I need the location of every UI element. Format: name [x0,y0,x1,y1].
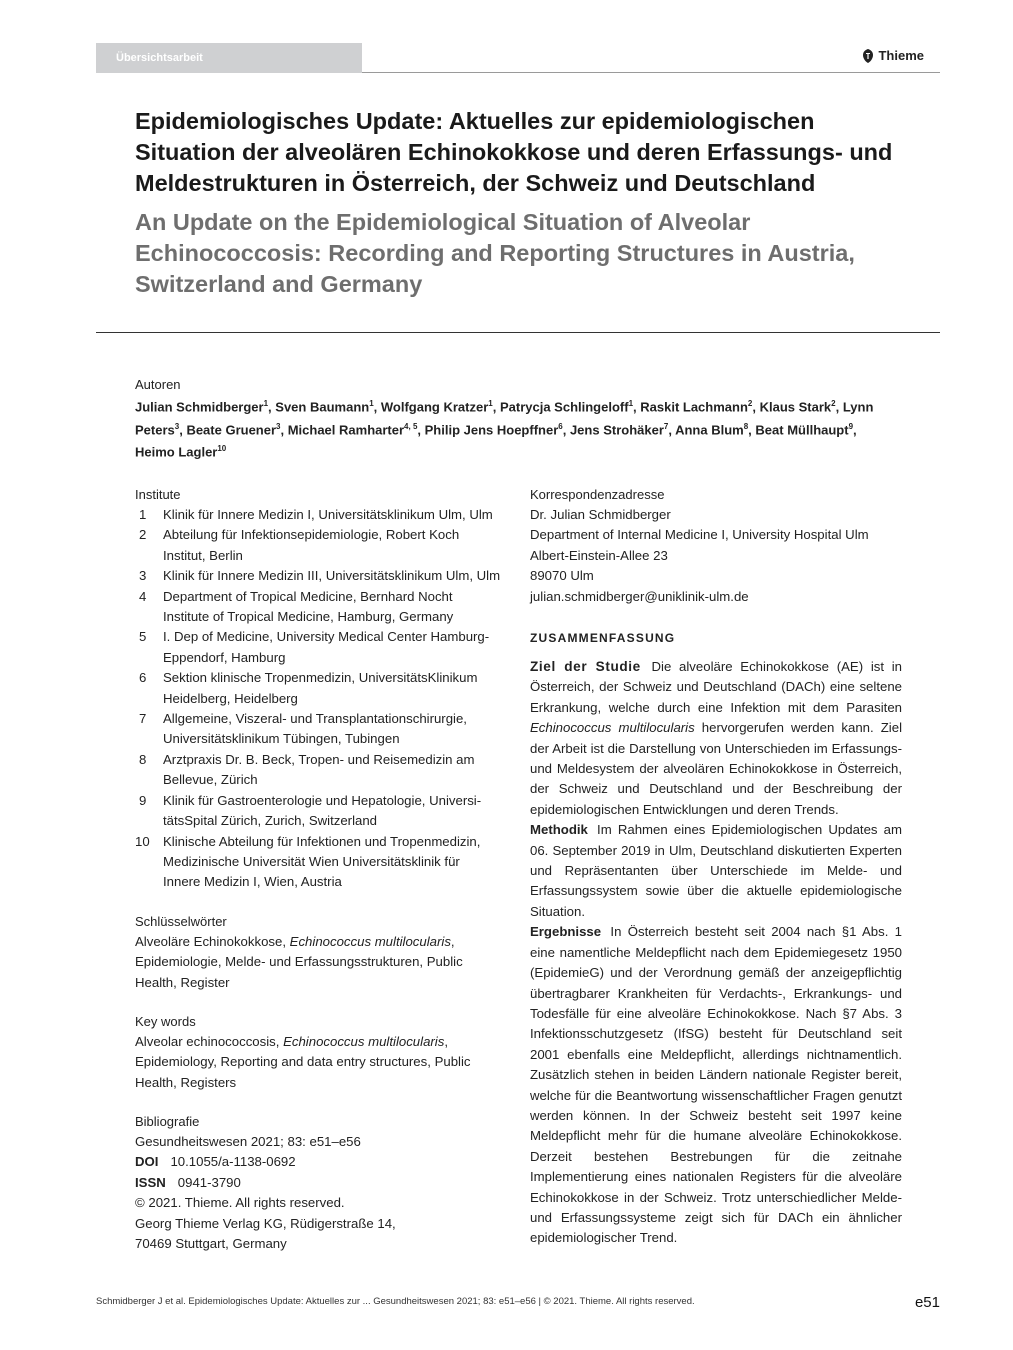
institute-item [135,832,505,893]
author-name: Raskit Lachmann [640,399,748,415]
author-separator: , [752,399,760,415]
institute-line: Medizinische Universität Wien Universitätsklinik für [163,853,460,869]
methods-subheading: Methodik [530,822,588,838]
correspondent-city: 89070 Ulm [530,568,594,584]
institute-number: 5 [139,629,147,645]
institutes-label: Institute [135,487,181,502]
article-title-english: An Update on the Epidemiological Situation of Alveolar Echinococcosis: Recording and Reporting Structures in Austria, Switzerland and Germany [135,209,855,297]
institute-number: 3 [139,568,147,584]
thieme-logo-icon [862,49,874,63]
keywords-german: Alveoläre Echinokokkose, Echinococcus multilocularis, Epidemiologie, Melde- und Erfassungsstrukturen, Public Health, Register [135,934,463,990]
aim-subheading: Ziel der Studie [530,659,641,674]
publisher-logo [862,48,924,63]
author-name: Anna Blum [675,421,744,437]
bibliography [135,1132,505,1254]
institute-line: I. Dep of Medicine, University Medical Center Hamburg- [163,629,490,645]
institute-item [135,709,505,750]
header-divider [362,72,940,73]
author-affiliation: 3 [174,421,180,431]
author-affiliation: 6 [558,421,563,431]
journal-citation: Gesundheitswesen 2021; 83: e51–e56 [135,1134,361,1149]
abstract-body: Ziel der Studie Die alveoläre Echinokokkose (AE) ist in Österreich, der Schweiz und Deutschland (DACh) eine seltene Erkrankung, welche durch eine Infektion mit dem Parasiten Echinococcus multilocularis hervorgerufen werden kann. Ziel der Arbeit ist die Darstellung von Unterschieden im Erfassungs- und Meldesystem der alveolären Echinokokkose in Österreich, der Schweiz und Deutschland und der Beschreibung der epidemiologischen Entwicklungen und deren Trends. Methodik Im Rahmen eines Epidemiologischen Updates am 06. September 2019 in Ulm, Deutschland diskutierten Experten und Repräsentanten über Unterschiede im Melde- und Erfassungssystem sowie über die aktuelle epidemiologische Situation. Ergebnisse In Österreich besteht seit 2004 nach §1 Abs. 1 eine namentliche Meldepflicht nach dem Epidemiegesetz 1950 (EpidemieG) und der Verordnung gemäß der anzeigepflichtig übertragbarer Krankheiten für Verdachts-, Erkrankungs- und Todesfälle für eine alveoläre Echinokokkose. Nach §7 Abs. 3 Infektionsschutzgesetz (IfSG) besteht für Deutschland seit 2001 ebenfalls eine Meldepflicht, allerdings nichtnamentlich. Zusätzlich stehen in beiden Ländern nationale Register bereit, welche für die Beantwortung wissenschaftlicher Fragen genutzt werden können. In der Schweiz besteht seit 1997 keine Meldepflicht mehr für die humane alveoläre Echinokokkose. Derzeit bestehen Bestrebungen für die zeitnahe Implementierung eines nationalen Registers für die alveoläre Echinokokkose in der Schweiz. Trotz unterschiedlicher Melde- und Erfassungssysteme zeigt sich für DACh ein ähnlicher epidemiologischer Trend. [530,659,903,1246]
institute-line: Klinik für Innere Medizin III, Universitätsklinikum Ulm, Ulm [163,568,501,584]
title-divider [96,332,940,333]
page-number: e51 [914,1294,940,1311]
institute-line: Bellevue, Zürich [163,772,258,788]
institute-line: Klinische Abteilung für Infektionen und Tropenmedizin, [163,833,481,849]
author-affiliation: 2 [831,399,836,408]
authors-label: Autoren [135,377,181,392]
author-name: Heimo Lagler [135,444,218,460]
abstract-heading: ZUSAMMENFASSUNG [530,631,676,645]
keywords-english-label: Key words [135,1014,196,1029]
author-affiliation: 4, 5 [404,421,418,431]
doi-line[interactable]: DOI 10.1055/a-1138-0692 [135,1154,296,1170]
institute-line: Institut, Berlin [163,547,243,563]
institute-item [135,505,505,525]
institute-number: 8 [139,751,147,767]
author-affiliation: 1 [369,399,374,408]
author-name: Julian Schmidberger [135,399,264,415]
footer-citation: Schmidberger J et al. Epidemiologisches Update: Aktuelles zur ... Gesundheitswesen 2021; 83: e51–e56 | © 2021. Thieme. All rights reserved. [96,1296,695,1307]
institute-line: Universitätsklinikum Tübingen, Tubingen [163,731,400,747]
correspondent-street: Albert-Einstein-Allee 23 [530,547,668,563]
author-name: Philip Jens Hoepffner [424,421,559,437]
correspondence-label: Korrespondenzadresse [530,487,665,502]
institute-number: 4 [139,588,147,604]
institute-line: Institute of Tropical Medicine, Hamburg, Germany [163,609,454,625]
author-separator: , [373,399,381,415]
author-separator: , [835,399,843,415]
author-list [135,394,895,462]
keyword-species-italic: Echinococcus multilocularis [289,934,451,949]
results-subheading: Ergebnisse [530,924,602,940]
correspondent-department: Department of Internal Medicine I, University Hospital Ulm [530,527,869,543]
institute-number: 10 [135,833,150,849]
author-name: Beat Müllhaupt [755,421,849,437]
author-name: Sven Baumann [275,399,370,415]
copyright-line: © 2021. Thieme. All rights reserved. [135,1195,345,1211]
institute-item [135,668,505,709]
keywords-german-label: Schlüsselwörter [135,914,227,929]
author-separator: , [633,399,641,415]
author-name: Patrycja Schlingeloff [499,399,629,415]
institute-item [135,566,505,586]
institute-number: 1 [139,507,147,522]
author-separator: , [268,399,276,415]
institute-item [135,525,505,566]
author-separator: , [562,421,570,437]
author-affiliation: 8 [743,421,749,431]
author-affiliation: 1 [263,399,269,408]
author-affiliation: 1 [488,399,493,408]
publisher-city: 70469 Stuttgart, Germany [135,1236,287,1252]
author-affiliation: 10 [217,444,227,454]
bibliography-label: Bibliografie [135,1114,200,1129]
institute-line: Klinik für Innere Medizin I, Universitätsklinikum Ulm, Ulm [163,507,493,522]
institute-number: 7 [139,711,147,727]
author-affiliation: 3 [276,421,281,431]
author-affiliation: 7 [663,421,669,431]
keywords-english: Alveolar echinococcosis, Echinococcus multilocularis, Epidemiology, Reporting and data entry structures, Public Health, Registers [135,1034,471,1090]
author-affiliation: 1 [628,399,634,408]
institute-item [135,587,505,628]
institute-line: Heidelberg, Heidelberg [163,690,298,706]
institute-line: Eppendorf, Hamburg [163,649,286,665]
institute-line: Abteilung für Infektionsepidemiologie, Robert Koch [163,527,460,543]
section-label: Übersichtsarbeit [96,43,362,73]
institute-line: Innere Medizin I, Wien, Austria [163,874,342,890]
institutes-list [135,505,505,893]
institute-number: 6 [139,670,147,686]
article-title-german: Epidemiologisches Update: Aktuelles zur epidemiologischen Situation der alveolären Echinokokkose und deren Erfassungs- und Meldestrukturen in Österreich, der Schweiz und Deutschland [135,108,893,196]
issn-line: ISSN 0941-3790 [135,1174,241,1190]
institute-line: Sektion klinische Tropenmedizin, UniversitätsKlinikum [163,670,478,686]
author-separator: , [492,399,500,415]
author-separator: , [853,421,857,437]
institute-item [135,791,505,832]
institute-number: 9 [139,792,147,808]
author-name: Beate Gruener [186,421,277,437]
species-italic: Echinococcus multilocularis [530,720,695,736]
author-name: Klaus Stark [759,399,832,415]
institute-line: Allgemeine, Viszeral- und Transplantationschirurgie, [163,711,467,727]
correspondence-address [530,505,902,607]
author-name: Lynn Peters [135,399,874,437]
publisher-name: Thieme [878,48,924,63]
author-separator: , [417,421,425,437]
author-name: Michael Ramharter [287,421,405,437]
institute-line: Klinik für Gastroenterologie und Hepatologie, Universi- [163,792,482,808]
institute-item [135,750,505,791]
author-name: Jens Strohäker [569,421,664,437]
institute-number: 2 [139,527,147,543]
author-separator: , [280,421,288,437]
author-affiliation: 9 [848,421,854,431]
author-separator: , [668,421,676,437]
institute-line: tätsSpital Zürich, Zurich, Switzerland [163,813,378,829]
correspondent-email[interactable]: julian.schmidberger@uniklinik-ulm.de [530,588,749,604]
author-name: Wolfgang Kratzer [380,399,489,415]
publisher-address: Georg Thieme Verlag KG, Rüdigerstraße 14, [135,1215,396,1231]
author-separator: , [179,421,187,437]
correspondent-name: Dr. Julian Schmidberger [530,507,671,522]
keyword-species-italic: Echinococcus multilocularis [283,1034,445,1049]
institute-item [135,627,505,668]
institute-line: Department of Tropical Medicine, Bernhard Nocht [163,588,453,604]
institute-line: Arztpraxis Dr. B. Beck, Tropen- und Reisemedizin am [163,751,475,767]
author-separator: , [748,421,756,437]
author-affiliation: 2 [747,399,753,408]
